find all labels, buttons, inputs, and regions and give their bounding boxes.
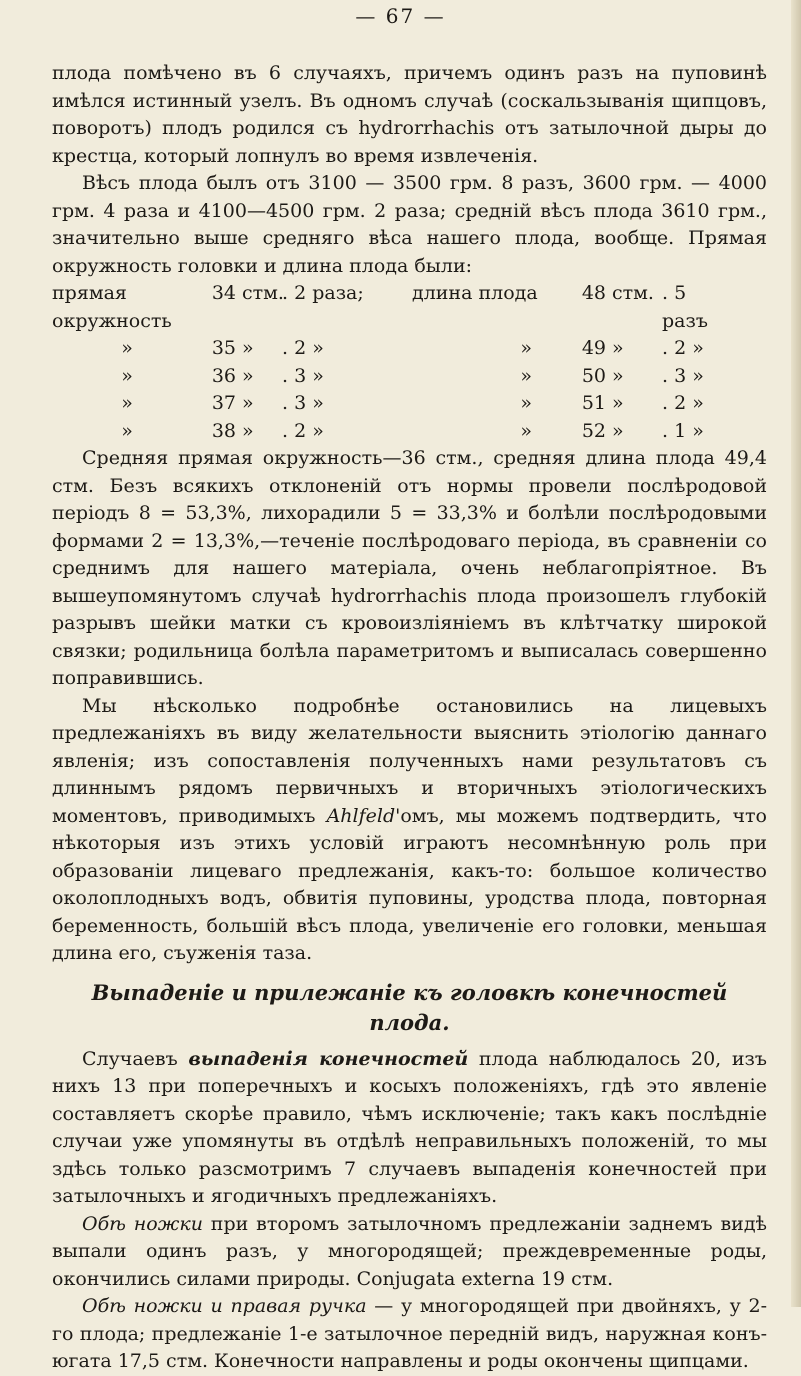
unit: » [242, 364, 254, 387]
paragraph-1: плода помѣчено въ 6 случаяхъ, причемъ одинъ разъ на пуповинѣ имѣлся истинный узелъ. Въ одномъ случаѣ (соскальзыванія щипцовъ, поворотъ) плодъ родился съ hydrorrhachis отъ затылочной дыры до крестца, который лопнулъ во время извлеченія. [52, 62, 767, 167]
circumference-value: 38 [211, 419, 236, 442]
length-value: 50 [581, 364, 606, 387]
paragraph-7-text: — у многородящей при двойняхъ, у 2-го плода; предлежаніе 1-е затылочное передній видъ, наружная конъюгата 17,5 стм. Конечности направлены и роды окончены щипцами. [52, 1295, 767, 1372]
count: . 2 » [282, 337, 324, 359]
count: . 5 разъ [662, 282, 708, 332]
count: . 3 » [282, 364, 324, 387]
row-label: » [121, 392, 133, 414]
paragraph-3: Средняя прямая окружность—36 стм., средняя длина плода 49,4 стм. Безъ всякихъ отклоненій отъ нормы провели послѣродовой періодъ 8 = 53,3%, лихорадили 5 = 33,3% и болѣли послѣродовыми формами 2 = 13,3%,—теченіе послѣродоваго періода, въ сравненіи со среднимъ для нашего матеріала, очень неблагопріятное. Въ вышеупомянутомъ случаѣ hydrorrhachis плода произошелъ глубокій разрывъ шейки матки съ кровоизліяніемъ въ клѣтчатку широкой связки; родильница болѣла параметритомъ и выписалась совершенно поправившись. [52, 447, 767, 689]
count: . 2 » [282, 419, 324, 442]
length-label: » [520, 364, 532, 387]
length-label: » [520, 419, 532, 442]
stats-table [52, 280, 767, 445]
count: . 1 » [662, 419, 704, 442]
count: . 2 раза; [282, 282, 364, 304]
stats-row [52, 390, 767, 418]
paragraph-2: Вѣсъ плода былъ отъ 3100 — 3500 грм. 8 разъ, 3600 грм. — 4000 грм. 4 раза и 4100—4500 грм. 2 раза; средній вѣсъ плода 3610 грм., значительно выше средняго вѣса нашего плода, вообще. Прямая окружность головки и длина плода были: [52, 172, 767, 277]
paragraph-4-text: Мы нѣсколько подробнѣе остановились на лицевыхъ предлежаніяхъ въ виду желательности выяснить этіологію даннаго явленія; изъ сопоставленія полученныхъ нами результатовъ съ длиннымъ рядомъ первичныхъ и вторичныхъ этіологическихъ моментовъ, приводимыхъ [52, 694, 767, 827]
length-value: 52 [581, 419, 606, 442]
unit: » [612, 419, 624, 442]
unit: » [242, 392, 254, 414]
row-label: » [121, 337, 133, 359]
author-name: Ahlfeld' [326, 804, 401, 827]
page-edge [791, 0, 801, 1307]
length-label: длина плода [412, 282, 538, 304]
page-number: — 67 — [355, 4, 446, 28]
circumference-value: 35 [211, 337, 236, 359]
count: . 3 » [662, 364, 704, 387]
paragraph-4 [52, 693, 767, 968]
unit: » [612, 364, 624, 387]
paragraph-4-text-end: омъ, мы можемъ подтвердить, что нѣкоторыя изъ этихъ условій играютъ несомнѣнную роль при образованіи лицеваго предлежанія, какъ-то: большое количество околоплодныхъ водъ, обвитія пуповины, уродства плода, повторная беременность, большій вѣсъ плода, увеличеніе его головки, меньшая длина его, съуженія таза. [52, 804, 767, 964]
unit: стм. [612, 282, 654, 304]
row-label: прямая окружность [52, 282, 172, 332]
unit: » [612, 392, 624, 414]
page-body [52, 60, 767, 1376]
emphasis: Обѣ ножки [82, 1212, 203, 1235]
length-value: 48 [581, 282, 606, 304]
unit: » [612, 337, 624, 359]
row-label: » [121, 364, 133, 387]
length-value: 51 [581, 392, 606, 414]
count: . 2 » [662, 337, 704, 359]
circumference-value: 34 [211, 282, 236, 304]
row-label: » [121, 419, 133, 442]
unit: » [242, 419, 254, 442]
unit: » [242, 337, 254, 359]
paragraph-6-text: при второмъ затылочномъ предлежаніи заднемъ видѣ выпали одинъ разъ, у многородящей; преждевременные роды, окончились силами природы. Conjugata externa 19 стм. [52, 1212, 767, 1290]
length-label: » [520, 337, 532, 359]
stats-row [52, 280, 767, 335]
count: . 2 » [662, 392, 704, 414]
paragraph-5-text-end: плода наблюдалось 20, изъ нихъ 13 при поперечныхъ и косыхъ положеніяхъ, гдѣ это явленіе составляетъ скорѣе правило, чѣмъ исключеніе; такъ какъ послѣдніе случаи уже упомянуты въ отдѣлѣ неправильныхъ положеній, то мы здѣсь только разсмотримъ 7 случаевъ выпаденія конечностей при затылочныхъ и ягодичныхъ предлежаніяхъ. [52, 1047, 767, 1207]
stats-row [52, 363, 767, 391]
paragraph-6 [52, 1211, 767, 1294]
emphasis: Обѣ ножки и правая ручка [82, 1295, 367, 1317]
count: . 3 » [282, 392, 324, 414]
length-label: » [520, 392, 532, 414]
stats-row [52, 335, 767, 363]
unit: стм. [242, 282, 284, 304]
paragraph-5-text: Случаевъ [82, 1047, 189, 1070]
paragraph-7 [52, 1293, 767, 1376]
emphasis: выпаденія конечностей [188, 1047, 469, 1070]
stats-row [52, 418, 767, 446]
section-heading: Выпаденіе и прилежаніе къ головкѣ конечностей плода. [91, 979, 728, 1035]
paragraph-5 [52, 1046, 767, 1211]
circumference-value: 37 [211, 392, 236, 414]
length-value: 49 [581, 337, 606, 359]
circumference-value: 36 [211, 364, 236, 387]
